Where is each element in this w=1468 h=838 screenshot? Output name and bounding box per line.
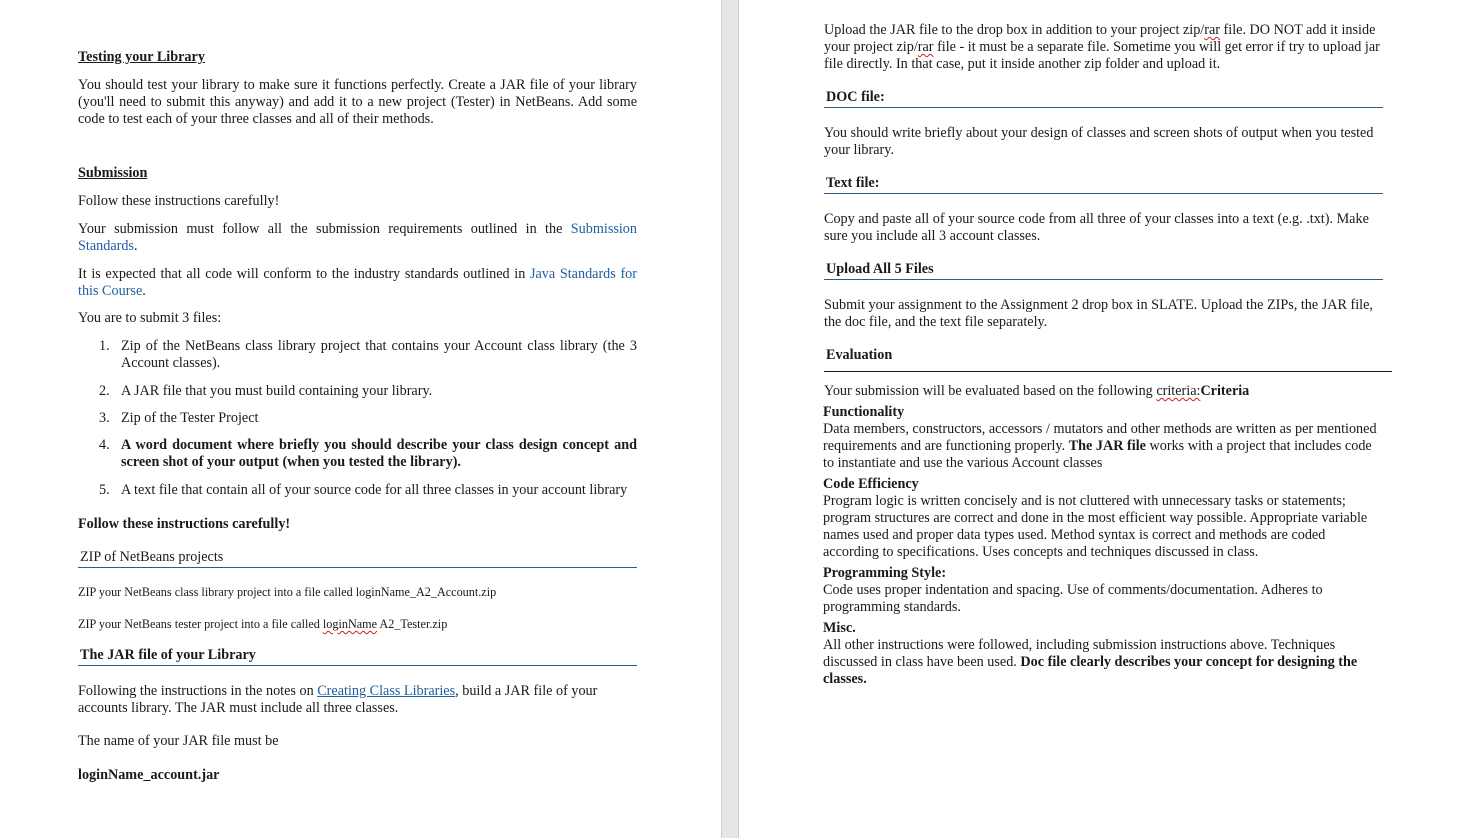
criteria-misc-body: [823, 637, 1383, 688]
evaluation-criteria-bold: Criteria: [1200, 383, 1250, 399]
list-number: 5.: [99, 482, 110, 498]
misc-bold: Doc file clearly describes your concept for designing the classes.: [823, 654, 1358, 687]
upload-spellcheck-1: rar: [1204, 22, 1220, 38]
zip-tester-text: [78, 617, 637, 632]
zip-tester-post: A2_Tester.zip: [377, 617, 448, 631]
java-standards-link[interactable]: Java Standards for this Course: [78, 266, 637, 299]
heading-jar-file: The JAR file of your Library: [78, 647, 637, 666]
evaluation-spellcheck: criteria:: [1156, 383, 1201, 399]
page-left-content: [78, 49, 637, 784]
submission-standards-paragraph: [78, 221, 637, 255]
page-gutter: [721, 0, 739, 838]
upload-spellcheck-2: rar: [917, 39, 934, 55]
submit-files-intro: You are to submit 3 files:: [78, 310, 222, 326]
document-page-left: [0, 0, 721, 838]
criteria-functionality-title: Functionality: [823, 404, 905, 420]
jar-instructions-paragraph: [78, 683, 637, 717]
criteria-style-title: Programming Style:: [823, 565, 947, 581]
jar-name-intro: The name of your JAR file must be: [78, 733, 279, 749]
misc-text-pre: All other instructions were followed, including submission instructions above. Techniques discussed in class have been used.: [823, 637, 1336, 670]
heading-testing-library: Testing your Library: [78, 49, 205, 65]
heading-upload-all: Upload All 5 Files: [824, 261, 1383, 280]
standards-period: .: [133, 238, 138, 254]
criteria-functionality-body: [823, 421, 1383, 472]
testing-paragraph: You should test your library to make sure it functions perfectly. Create a JAR file of your library (you'll need to submit this anyway) and add it to a new project (Tester) in NetBeans. Add some code to test each of your three classes and all of their methods.: [78, 77, 637, 127]
list-item: [78, 410, 637, 427]
doc-file-paragraph: You should write briefly about your design of classes and screen shots of output when you tested your library.: [824, 125, 1374, 158]
list-item-text: Zip of the Tester Project: [121, 410, 259, 426]
list-item: [78, 437, 637, 471]
functionality-text-post: works with a project that includes code to instantiate and use the various Account classes: [823, 438, 1372, 471]
list-number: 4.: [99, 437, 110, 453]
text-file-paragraph: Copy and paste all of your source code from all three of your classes into a text (e.g. .txt). Make sure you include all 3 account classes.: [824, 211, 1369, 244]
upload-text-3: file - it must be a separate file. Sometime you will get error if try to upload jar file directly. In that case, put it inside another zip folder and upload it.: [824, 39, 1380, 72]
upload-text-2: file. DO NOT add it inside your project zip/: [824, 22, 1376, 55]
follow-instructions-text: Follow these instructions carefully!: [78, 193, 280, 209]
heading-evaluation: Evaluation: [824, 347, 1392, 372]
list-item: [78, 338, 637, 372]
criteria-section: [823, 404, 1383, 688]
java-standards-text: It is expected that all code will conform to the industry standards outlined in: [78, 266, 530, 282]
evaluation-intro-text: Your submission will be evaluated based on the following: [824, 383, 1157, 399]
standards-text: Your submission must follow all the submission requirements outlined in the: [78, 221, 571, 237]
zip-tester-pre: ZIP your NetBeans tester project into a file called: [78, 617, 323, 631]
upload-all-paragraph: Submit your assignment to the Assignment 2 drop box in SLATE. Upload the ZIPs, the JAR file, the doc file, and the text file separately.: [824, 297, 1373, 330]
heading-zip-projects: ZIP of NetBeans projects: [78, 549, 637, 568]
jar-instructions-post: , build a JAR file of your accounts library. The JAR must include all three classes.: [78, 683, 598, 716]
creating-class-libraries-link[interactable]: Creating Class Libraries: [317, 683, 456, 699]
list-item: [78, 383, 637, 400]
list-item-text: A word document where briefly you should describe your class design concept and screen shot of your output (when you tested the library).: [121, 437, 637, 470]
functionality-bold: The JAR file: [1068, 438, 1146, 454]
java-standards-paragraph: [78, 266, 637, 300]
heading-submission: Submission: [78, 165, 148, 181]
page-right-content: [824, 22, 1383, 688]
functionality-text-pre: Data members, constructors, accessors / mutators and other methods are written as per mentioned requirements and are functioning properly.: [823, 421, 1377, 454]
criteria-style-body: Code uses proper indentation and spacing. Use of comments/documentation. Adheres to programming standards.: [823, 582, 1323, 615]
document-page-right: [739, 0, 1468, 838]
upload-jar-paragraph: [824, 22, 1383, 73]
java-standards-period: .: [142, 283, 146, 299]
list-number: 3.: [99, 410, 110, 426]
heading-text-file: Text file:: [824, 175, 1383, 194]
criteria-efficiency-title: Code Efficiency: [823, 476, 919, 492]
list-item-text: A text file that contain all of your source code for all three classes in your account library: [121, 482, 628, 498]
submission-standards-link[interactable]: Submission Standards: [78, 221, 637, 254]
list-item-text: A JAR file that you must build containing your library.: [121, 383, 433, 399]
criteria-efficiency-body: Program logic is written concisely and is not cluttered with unnecessary tasks or statements; program structures are correct and done in the most efficient way possible. Appropriate variable names used and proper data types used. Method syntax is correct and methods are coded according to specifications. Uses concepts and techniques discussed in class.: [823, 493, 1368, 560]
zip-account-text: ZIP your NetBeans class library project into a file called loginName_A2_Account.zip: [78, 585, 497, 599]
jar-instructions-pre: Following the instructions in the notes on: [78, 683, 318, 699]
heading-doc-file: DOC file:: [824, 89, 1383, 108]
evaluation-intro: [824, 383, 1383, 400]
list-number: 1.: [99, 338, 110, 354]
submission-file-list: [78, 338, 637, 499]
list-number: 2.: [99, 383, 110, 399]
list-item: [78, 482, 637, 499]
zip-tester-spellcheck: loginName: [322, 617, 378, 631]
jar-name-value: loginName_account.jar: [78, 767, 220, 783]
upload-text-1: Upload the JAR file to the drop box in addition to your project zip/: [824, 22, 1205, 38]
criteria-misc-title: Misc.: [823, 620, 856, 636]
follow-instructions-bold: Follow these instructions carefully!: [78, 516, 291, 532]
list-item-text: Zip of the NetBeans class library project that contains your Account class library (the 3 Account classes).: [121, 338, 637, 371]
